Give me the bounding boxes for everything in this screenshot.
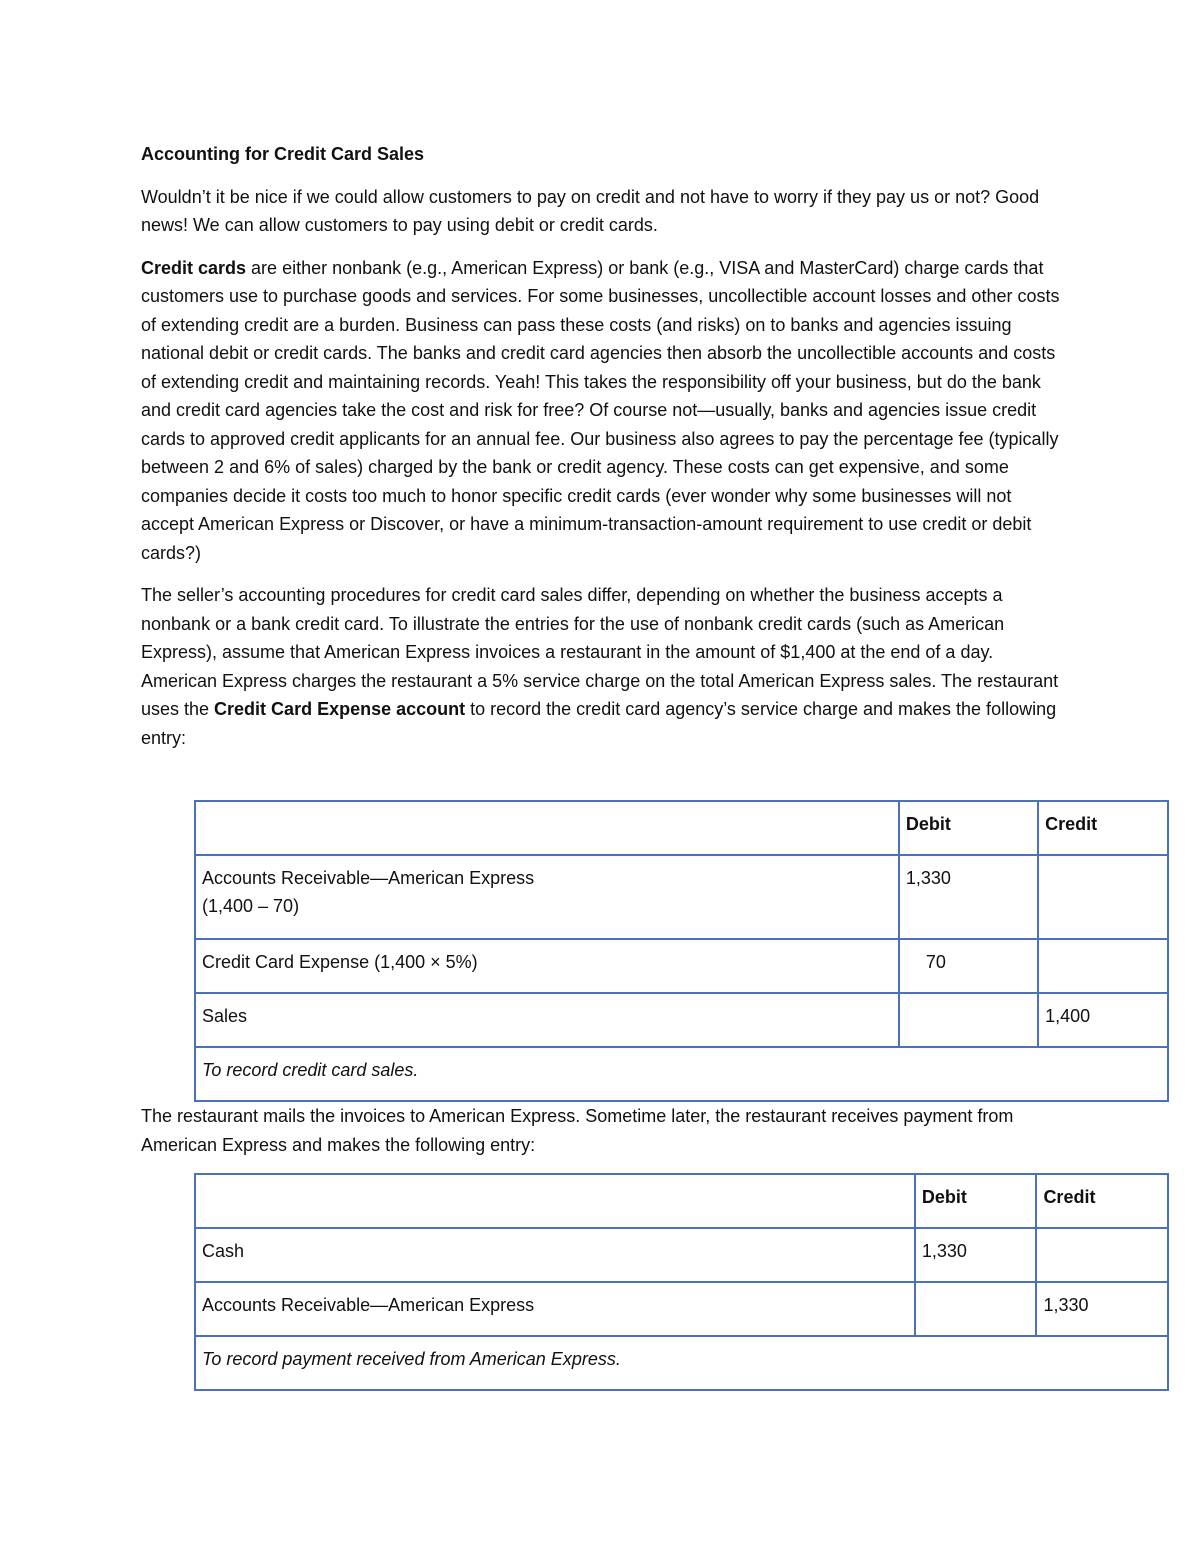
memo-row [195, 1047, 1168, 1101]
account-cell: Accounts Receivable—American Express [195, 1282, 915, 1336]
header-credit-cell: Credit [1038, 801, 1168, 855]
table-row [195, 1228, 1168, 1282]
credit-cards-term: Credit cards [141, 257, 247, 278]
debit-cell: 1,330 [915, 1228, 1037, 1282]
header-debit-cell: Debit [915, 1174, 1037, 1228]
account-cell: Sales [195, 993, 899, 1047]
debit-cell: 1,330 [899, 855, 1038, 939]
document-title: Accounting for Credit Card Sales [141, 144, 425, 164]
account-cell: Credit Card Expense (1,400 × 5%) [195, 939, 899, 993]
table-row [195, 993, 1168, 1047]
header-debit-cell: Debit [899, 801, 1038, 855]
credit-card-expense-term: Credit Card Expense account [214, 699, 466, 719]
memo-cell: To record credit card sales. [195, 1047, 1168, 1101]
debit-cell [899, 993, 1038, 1047]
payment-paragraph: The restaurant mails the invoices to American Express. Sometime later, the restaurant receives payment from American Express and makes the following entry: [141, 1106, 1014, 1155]
account-cell: Cash [195, 1228, 915, 1282]
credit-cards-text: are either nonbank (e.g., American Express) or bank (e.g., VISA and MasterCard) charge cards that customers use to purchase goods and services. For some businesses, uncollectible account losses and other costs of extending credit are a burden. Business can pass these costs (and risks) on to banks and agencies issuing national debit or credit cards. The banks and credit card agencies then absorb the uncollectible accounts and costs of extending credit and maintaining records. Yeah! This takes the responsibility off your business, but do the bank and credit card agencies take the cost and risk for free? Of course not—usually, banks and agencies issue credit cards to approved credit applicants for an annual fee. Our business also agrees to pay the percentage fee (typically between 2 and 6% of sales) charged by the bank or credit agency. These costs can get expensive, and some companies decide it costs too much to honor specific credit cards (ever wonder why some businesses will not accept American Express or Discover, or have a minimum-transaction-amount requirement to use credit or debit cards?) [141, 257, 1060, 563]
intro-paragraph: Wouldn’t it be nice if we could allow customers to pay on credit and not have to worry if they pay us or not? Good news! We can allow customers to pay using debit or credit cards. [141, 186, 1040, 235]
memo-cell: To record payment received from American Express. [195, 1336, 1168, 1390]
table-row [195, 1282, 1168, 1336]
header-account-cell [195, 1174, 915, 1228]
debit-cell: 70 [899, 939, 1038, 993]
memo-row [195, 1336, 1168, 1390]
table-header-row [195, 801, 1168, 855]
journal-entry-table-sales [194, 800, 1169, 1102]
header-account-cell [195, 801, 899, 855]
header-credit-cell: Credit [1036, 1174, 1168, 1228]
credit-cell: 1,400 [1038, 993, 1168, 1047]
table-row [195, 855, 1168, 939]
account-calculation: (1,400 – 70) [202, 896, 300, 916]
seller-procedures-paragraph [141, 581, 1061, 752]
credit-cell: 1,330 [1036, 1282, 1168, 1336]
table-header-row [195, 1174, 1168, 1228]
credit-cell [1036, 1228, 1168, 1282]
seller-procedures-text-end: to record the credit card agency’s service charge and makes the following entry: [141, 699, 1057, 748]
seller-procedures-text-start: The seller’s accounting procedures for credit card sales differ, depending on whether the business accepts a nonbank or a bank credit card. To illustrate the entries for the use of nonbank credit cards (such as American Express), assume that American Express invoices a restaurant in the amount of $1,400 at the end of a day. American Express charges the restaurant a 5% service charge on the total American Express sales. The restaurant uses the [141, 585, 1059, 719]
document-body [141, 140, 1061, 754]
credit-cell [1038, 855, 1168, 939]
credit-cards-paragraph [141, 254, 1061, 568]
account-line: Accounts Receivable—American Express [202, 868, 535, 888]
debit-cell [915, 1282, 1037, 1336]
account-cell [195, 855, 899, 939]
journal-entry-table-payment [194, 1173, 1169, 1391]
credit-cell [1038, 939, 1168, 993]
table-row [195, 939, 1168, 993]
